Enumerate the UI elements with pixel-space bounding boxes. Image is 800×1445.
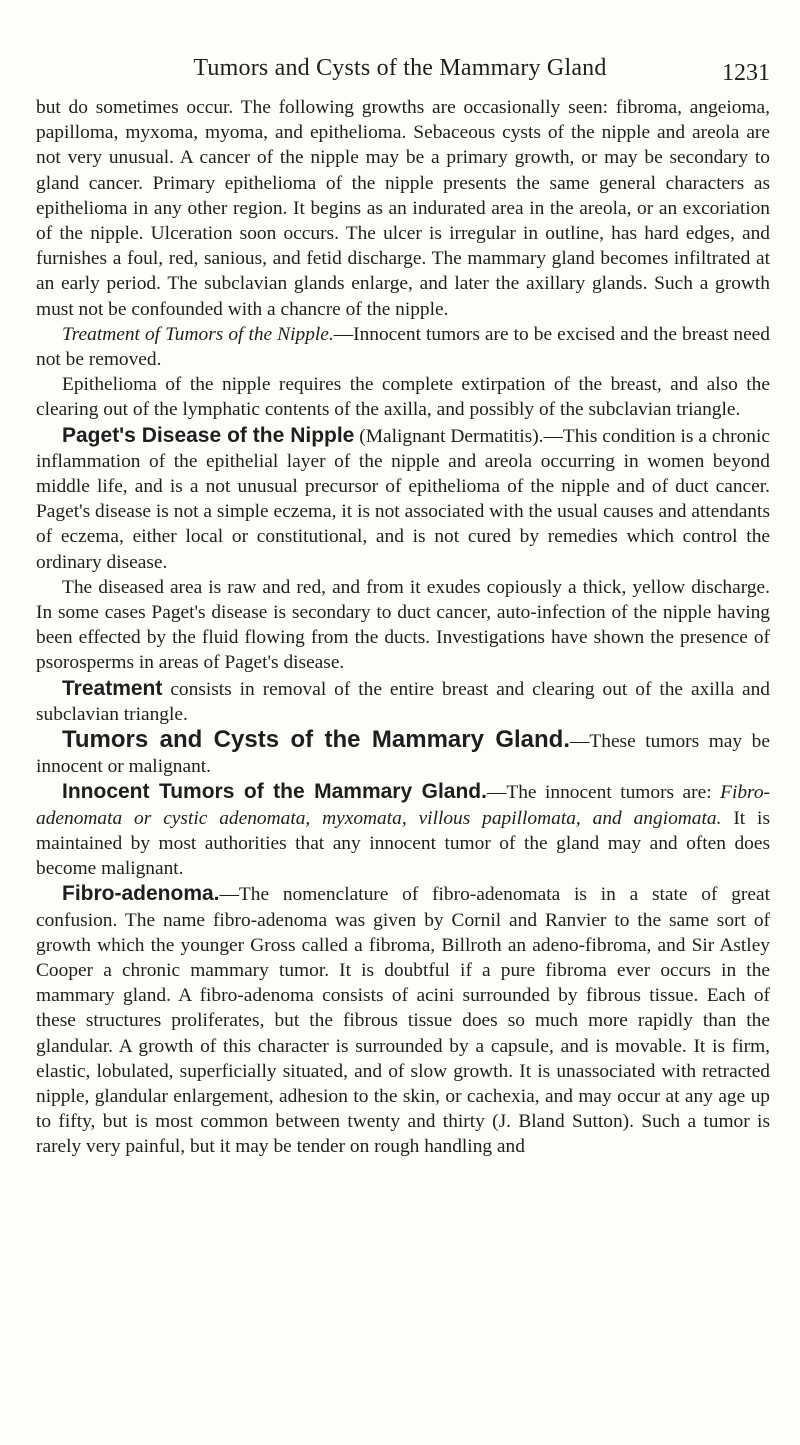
paragraph-treatment (36, 676, 770, 727)
italic-list: Fibro-adenomata or cystic adenomata, myxomata, villous papillomata, and angiomata. (36, 782, 771, 829)
section-heading: Fibro-adenoma. (62, 882, 220, 906)
paragraph-epithelioma: Epithelioma of the nipple requires the complete extirpation of the breast, and also the clearing out of the lymphatic contents of the axilla, and possibly of the subclavian triangle. (36, 374, 770, 421)
section-heading: Treatment (62, 676, 163, 700)
section-heading: Tumors and Cysts of the Mammary Gland. (62, 726, 571, 754)
paragraph-text: —The innocent tumors are: (486, 782, 721, 804)
paragraph-continuation: but do sometimes occur. The following growths are occasionally seen: fibroma, angeioma, papilloma, myxoma, myoma, and epithelioma. Sebaceous cysts of the nipple and areola are not very unusual. A cancer of the nipple may be a primary growth, or may be secondary to gland cancer. Primary epithelioma of the nipple presents the same general characters as epithelioma in any other region. It begins as an indurated area in the areola, or an excoriation of the nipple. Ulceration soon occurs. The ulcer is irregular in outline, has hard edges, and furnishes a foul, red, sanious, and fetid discharge. The mammary gland becomes infiltrated at an early period. The subclavian glands enlarge, and later the axillary glands. Such a growth must not be confounded with a chancre of the nipple. (36, 97, 770, 320)
paragraph-text: (Malignant Dermatitis).—This condition is a chronic inflammation of the epithelial layer of the nipple and areola occurring in women beyond middle life, and is a not unusual precursor of epithelioma of the nipple and of duct cancer. Paget's disease is not a simple eczema, it is not associated with the usual causes and attendants of eczema, either local or constitutional, and is not cured by remedies which control the ordinary disease. (36, 425, 770, 573)
paragraph-text: It is maintained by most authorities that any innocent tumor of the gland may and often does become malignant. (36, 807, 770, 880)
section-heading: Paget's Disease of the Nipple (62, 423, 355, 447)
paragraph-text: —These tumors may be innocent or malignant. (36, 731, 770, 778)
body-text (36, 95, 770, 1160)
section-heading: Innocent Tumors of the Mammary Gland. (62, 780, 487, 804)
paragraph-text: —Innocent tumors are to be excised and the breast need not be removed. (36, 323, 770, 371)
paragraph-treatment-nipple (36, 322, 770, 372)
paragraph-pagets-disease (36, 423, 770, 575)
paragraph-text: —The nomenclature of fibro-adenomata is in a state of great confusion. The name fibro-adenoma was given by Cornil and Ranvier to the same sort of growth which the younger Gross called a fibroma, Billroth an adeno-fibroma, and Sir Astley Cooper a chronic mammary tumor. It is doubtful if a pure fibroma ever occurs in the mammary gland. A fibro-adenoma consists of acini surrounded by fibrous tissue. Each of these structures proliferates, but the fibrous tissue does so much more rapidly than the glandular. A growth of this character is surrounded by a capsule, and is movable. It is firm, elastic, lobulated, superficially situated, and of slow growth. It is unassociated with retracted nipple, glandular enlargement, adhesion to the skin, or cachexia, and may occur at any age up to fifty, but is most common between twenty and thirty (J. Bland Sutton). Such a tumor is rarely very painful, but it may be tender on rough handling and (36, 884, 770, 1158)
paragraph-innocent-tumors (36, 779, 770, 881)
run-in-title: Treatment of Tumors of the Nipple. (62, 323, 334, 345)
paragraph-diseased-area: The diseased area is raw and red, and from it exudes copiously a thick, yellow discharge. In some cases Paget's disease is secondary to duct cancer, auto-infection of the nipple having been effected by the fluid flowing from the ducts. Investigations have shown the presence of psorosperms in areas of Paget's disease. (36, 576, 770, 674)
paragraph-text: consists in removal of the entire breast and clearing out of the axilla and subclavian triangle. (36, 678, 770, 725)
paragraph-fibro-adenoma (36, 881, 770, 1159)
running-title: Tumors and Cysts of the Mammary Gland (193, 55, 607, 81)
page-number: 1231 (722, 60, 770, 86)
paragraph-tumors-cysts (36, 727, 770, 779)
